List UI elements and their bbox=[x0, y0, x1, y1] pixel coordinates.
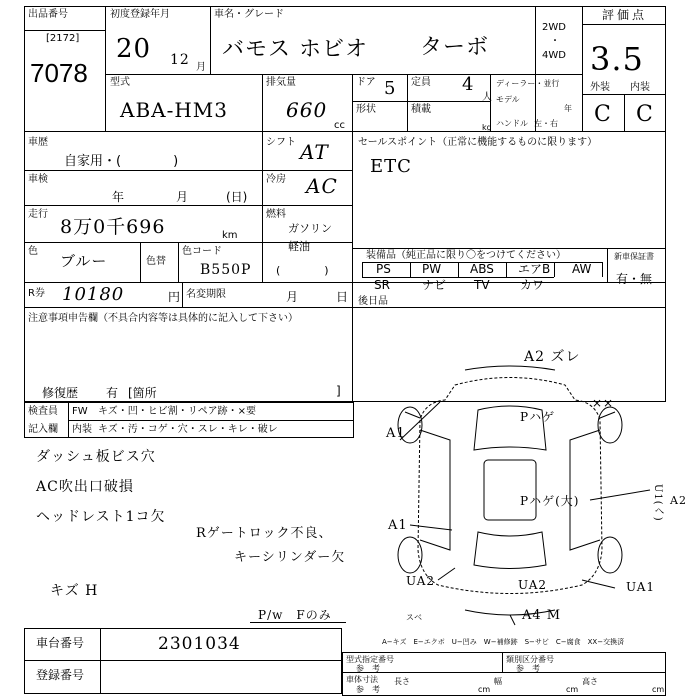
inspection-label: 車検 bbox=[28, 174, 48, 185]
drive-dot: ・ bbox=[550, 36, 560, 47]
disp-label: 排気量 bbox=[266, 77, 296, 88]
mark-ua2-left: UA2 bbox=[406, 574, 436, 588]
inspection-year-unit: 年 bbox=[112, 190, 125, 204]
reg-label: 初度登録年月 bbox=[110, 9, 170, 20]
lot-code: [2172] bbox=[46, 33, 80, 44]
remark-1: ダッシュ板ビス穴 bbox=[36, 449, 156, 465]
inspection-day-unit: (日) bbox=[226, 190, 248, 204]
warranty-label: 新車保証書 bbox=[614, 252, 654, 261]
line bbox=[178, 242, 179, 282]
chassis-label: 車台番号 bbox=[36, 636, 85, 650]
fuel-diesel: 軽油 bbox=[288, 240, 310, 253]
mark-right-2: A2 bbox=[670, 494, 687, 507]
shape-label: 形状 bbox=[356, 104, 376, 115]
color-value: ブルー bbox=[60, 252, 108, 270]
load-label: 積載 bbox=[411, 104, 431, 115]
fuel-label: 燃料 bbox=[266, 209, 286, 220]
remark-5: キーシリンダー欠 bbox=[234, 550, 346, 565]
equip-leather: カワ bbox=[520, 278, 545, 292]
mark-roof-1: Pハゲ bbox=[520, 410, 556, 424]
mark-roof-2: Pハゲ(大) bbox=[520, 494, 580, 508]
cap-value: 4 bbox=[462, 74, 475, 95]
line bbox=[624, 94, 625, 132]
remark-2: AC吹出口破損 bbox=[36, 479, 134, 495]
line bbox=[506, 262, 507, 277]
score-label: 評価点 bbox=[602, 8, 648, 22]
color-code-label: 色コード bbox=[182, 246, 222, 257]
rear-items-label: 後日品 bbox=[358, 296, 388, 307]
equip-navi: ナビ bbox=[422, 278, 447, 292]
size-label: 車体寸法 bbox=[346, 675, 378, 684]
cap-label: 定員 bbox=[411, 77, 431, 88]
line bbox=[24, 307, 666, 308]
class-label: 類別区分番号 bbox=[506, 655, 554, 664]
reg-month-unit: 月 bbox=[196, 62, 206, 73]
line bbox=[24, 282, 666, 283]
line bbox=[24, 30, 105, 31]
model-year-unit: 年 bbox=[564, 104, 572, 113]
color-label: 色 bbox=[28, 246, 38, 257]
fuel-paren: ( ) bbox=[276, 264, 329, 277]
car-name: バモス ホビオ bbox=[222, 37, 368, 62]
line bbox=[24, 660, 342, 661]
height-unit: cm bbox=[652, 685, 665, 694]
disp-value: 660 bbox=[286, 98, 328, 122]
history-value: 自家用・( ) bbox=[64, 154, 179, 169]
remark-7: P/w Fのみ bbox=[258, 608, 332, 622]
reg-month: 12 bbox=[170, 52, 190, 68]
line bbox=[210, 6, 211, 74]
inspector-fw-items: キズ・凹・ヒビ割・リペア跡・×要 bbox=[98, 406, 256, 417]
name-change-month: 月 bbox=[286, 290, 299, 304]
line bbox=[342, 672, 666, 673]
exterior-grade: C bbox=[594, 102, 612, 127]
mileage-unit: km bbox=[222, 230, 238, 241]
disp-unit: cc bbox=[334, 120, 345, 131]
cap-unit: 人 bbox=[482, 92, 492, 103]
exterior-label: 外装 bbox=[590, 82, 610, 93]
remark-6: キズ H bbox=[50, 583, 99, 599]
drive-4wd: 4WD bbox=[542, 50, 566, 61]
line bbox=[602, 262, 603, 277]
line bbox=[262, 74, 263, 132]
shift-label: シフト bbox=[266, 137, 296, 148]
ac-value: AC bbox=[306, 174, 338, 198]
load-unit: kg bbox=[482, 123, 492, 132]
remark-3: ヘッドレスト1コ欠 bbox=[36, 509, 166, 525]
sales-label: セールスポイント（正常に機能するものに限ります） bbox=[358, 137, 598, 148]
interior-grade: C bbox=[636, 102, 654, 127]
reg-number-label: 登録番号 bbox=[36, 668, 85, 682]
inspector-label-2: 記入欄 bbox=[28, 424, 58, 435]
notes-label: 注意事項申告欄（不具合内容等は具体的に記入して下さい） bbox=[28, 313, 298, 324]
line bbox=[262, 132, 263, 282]
dealer-label: ディーラー・並行 bbox=[496, 79, 560, 88]
line bbox=[24, 170, 352, 171]
line bbox=[502, 652, 503, 672]
shift-value: AT bbox=[300, 140, 329, 164]
width-label: 幅 bbox=[494, 677, 502, 686]
sales-value: ETC bbox=[370, 156, 412, 177]
line bbox=[554, 262, 555, 277]
inspection-month-unit: 月 bbox=[176, 190, 189, 204]
name-change-day: 日 bbox=[336, 290, 349, 304]
chassis-value: 2301034 bbox=[158, 634, 241, 654]
interior-label: 内装 bbox=[630, 82, 650, 93]
mark-left-1: A1 bbox=[386, 426, 406, 441]
remark-4: Rゲートロック不良、 bbox=[196, 526, 333, 541]
name-label: 車名・グレード bbox=[214, 9, 284, 20]
mark-right: U1(へ) bbox=[652, 484, 663, 522]
line bbox=[535, 6, 536, 132]
line bbox=[352, 101, 490, 102]
model-value: ABA-HM3 bbox=[120, 98, 228, 122]
equip-abs: ABS bbox=[470, 262, 494, 276]
equip-sr: SR bbox=[374, 278, 390, 292]
line bbox=[458, 262, 459, 277]
equip-ps: PS bbox=[376, 262, 391, 276]
history-label: 車歴 bbox=[28, 137, 48, 148]
line bbox=[182, 282, 183, 307]
recycle-label: R券 bbox=[28, 288, 45, 299]
line bbox=[352, 74, 353, 132]
line bbox=[140, 242, 141, 282]
line bbox=[407, 74, 408, 132]
class-ref: 参 考 bbox=[516, 664, 540, 673]
door-value: 5 bbox=[384, 78, 397, 99]
lot-label: 出品番号 bbox=[28, 9, 68, 20]
warranty-value: 有・無 bbox=[616, 272, 653, 286]
height-label: 高さ bbox=[582, 677, 598, 686]
line bbox=[362, 262, 363, 277]
mark-xx: ×× bbox=[592, 396, 615, 410]
door-label: ドア bbox=[356, 77, 376, 88]
type-label: 型式指定番号 bbox=[346, 655, 394, 664]
line bbox=[100, 628, 101, 694]
mileage-value: 8万0千696 bbox=[60, 216, 166, 238]
inspector-interior: 内装 bbox=[72, 424, 92, 435]
repair-value: 有 bbox=[106, 386, 119, 400]
equip-tv: TV bbox=[474, 278, 490, 292]
type-ref: 参 考 bbox=[356, 664, 380, 673]
model-year-label: モデル bbox=[496, 95, 520, 104]
length-unit: cm bbox=[478, 685, 491, 694]
mark-left-2: A1 bbox=[388, 518, 408, 533]
color-swap-label: 色替 bbox=[146, 256, 166, 267]
line bbox=[410, 262, 411, 277]
equip-pw: PW bbox=[422, 262, 442, 276]
equip-airbag: エアB bbox=[518, 262, 551, 276]
remark-underline bbox=[250, 622, 346, 623]
color-code-value: B550P bbox=[200, 262, 252, 278]
handle-value: 左・右 bbox=[534, 119, 558, 128]
length-label: 長さ bbox=[394, 677, 410, 686]
repair-place: [箇所 bbox=[128, 386, 157, 400]
width-unit: cm bbox=[566, 685, 579, 694]
mark-ua2-bottom: UA2 bbox=[518, 578, 548, 592]
ac-label: 冷房 bbox=[266, 174, 286, 185]
line bbox=[607, 248, 608, 282]
line bbox=[352, 132, 353, 402]
repair-label: 修復歴 bbox=[42, 386, 79, 400]
mark-top: A2 ズレ bbox=[524, 349, 581, 365]
inspector-label-1: 検査員 bbox=[28, 406, 58, 417]
car-grade: ターボ bbox=[420, 35, 490, 60]
fuel-gas: ガソリン bbox=[288, 222, 332, 235]
line bbox=[105, 74, 582, 75]
name-change-label: 名変期限 bbox=[186, 289, 226, 300]
inspector-interior-items: キズ・汚・コゲ・穴・スレ・キレ・破レ bbox=[98, 424, 278, 435]
size-ref: 参 考 bbox=[356, 685, 380, 694]
equip-aw: AW bbox=[572, 262, 592, 276]
line bbox=[24, 205, 352, 206]
line bbox=[68, 420, 354, 421]
mileage-label: 走行 bbox=[28, 209, 48, 220]
lot-number: 7078 bbox=[30, 58, 88, 88]
equipment-label: 装備品（純正品に限り〇をつけてください） bbox=[366, 250, 566, 261]
recycle-unit: 円 bbox=[168, 290, 181, 304]
recycle-value: 10180 bbox=[62, 284, 125, 305]
mark-bottom: A4 M bbox=[522, 608, 562, 623]
inspector-fw: FW bbox=[72, 406, 88, 417]
handle-label: ハンドル bbox=[496, 119, 528, 128]
reg-year: 20 bbox=[116, 34, 152, 64]
damage-legend: A−キズ E−エクボ U−凹み W−補修跡 S−サビ C−腐食 XX−交換済 bbox=[382, 638, 625, 646]
score-value: 3.5 bbox=[590, 40, 644, 78]
line bbox=[352, 248, 666, 249]
drive-2wd: 2WD bbox=[542, 22, 566, 33]
mark-ua1-right: UA1 bbox=[626, 580, 656, 594]
repair-close: ] bbox=[336, 384, 341, 398]
model-label: 型式 bbox=[110, 77, 130, 88]
line bbox=[105, 6, 106, 132]
mark-bottom-small: スベ bbox=[406, 613, 422, 622]
line bbox=[582, 24, 666, 25]
